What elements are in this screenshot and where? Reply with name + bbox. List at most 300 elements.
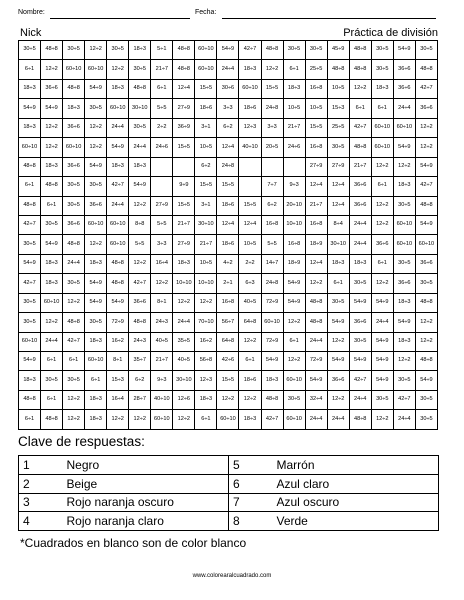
grid-cell: 12÷2 [85, 41, 107, 60]
grid-cell: 54÷9 [371, 293, 393, 312]
grid-cell: 36÷6 [85, 196, 107, 215]
grid-cell: 6÷1 [19, 410, 41, 430]
grid-cell: 54÷9 [393, 313, 415, 332]
grid-cell: 10÷5 [195, 138, 217, 157]
grid-cell: 21÷7 [151, 60, 173, 79]
grid-cell: 60÷10 [19, 138, 41, 157]
grid-cell: 60÷10 [393, 235, 415, 254]
grid-cell: 60÷10 [217, 410, 239, 430]
grid-cell: 24÷4 [371, 313, 393, 332]
grid-cell: 12÷2 [217, 390, 239, 409]
grid-cell: 6÷1 [85, 371, 107, 390]
grid-cell: 18÷3 [393, 293, 415, 312]
grid-cell: 48÷8 [173, 60, 195, 79]
grid-row [19, 196, 438, 215]
grid-cell: 7÷7 [261, 177, 283, 196]
key-number: 5 [233, 457, 240, 472]
grid-cell: 6÷1 [19, 177, 41, 196]
key-color: Rojo naranja claro [63, 512, 229, 531]
grid-cell: 60÷10 [239, 79, 261, 98]
grid-cell: 10÷10 [173, 274, 195, 293]
grid-cell: 30÷5 [19, 313, 41, 332]
grid-cell: 54÷9 [349, 352, 371, 371]
grid-cell: 36÷6 [393, 274, 415, 293]
grid-cell: 48÷8 [19, 390, 41, 409]
grid-cell: 8÷4 [327, 215, 349, 234]
grid-cell: 21÷7 [283, 118, 305, 137]
grid-cell: 54÷9 [283, 274, 305, 293]
grid-cell: 60÷10 [41, 293, 63, 312]
grid-cell: 54÷9 [349, 293, 371, 312]
grid-cell: 24÷4 [63, 254, 85, 273]
grid-cell: 12÷2 [261, 60, 283, 79]
grid-cell: 10÷5 [239, 235, 261, 254]
grid-cell: 5÷1 [151, 41, 173, 60]
grid-cell: 24÷4 [173, 313, 195, 332]
grid-cell: 12÷3 [239, 118, 261, 137]
grid-cell: 60÷10 [195, 41, 217, 60]
grid-cell: 10÷5 [195, 254, 217, 273]
grid-cell: 30÷5 [63, 41, 85, 60]
grid-cell: 12÷4 [239, 215, 261, 234]
grid-cell: 18÷3 [393, 177, 415, 196]
grid-cell: 12÷2 [371, 157, 393, 176]
grid-cell: 24÷4 [41, 332, 63, 351]
grid-cell: 5÷5 [151, 99, 173, 118]
grid-cell: 30÷5 [415, 410, 437, 430]
grid-cell: 48÷8 [129, 79, 151, 98]
name-date-line [18, 7, 438, 19]
grid-cell [239, 157, 261, 176]
grid-cell: 12÷2 [371, 215, 393, 234]
grid-cell: 70÷10 [195, 313, 217, 332]
grid-cell: 8÷1 [107, 352, 129, 371]
grid-cell: 15÷5 [173, 138, 195, 157]
grid-cell: 18÷3 [173, 254, 195, 273]
grid-cell: 15÷5 [239, 196, 261, 215]
grid-cell: 16÷2 [107, 332, 129, 351]
grid-cell: 12÷2 [239, 390, 261, 409]
key-color: Negro [63, 456, 229, 475]
grid-cell: 54÷9 [327, 313, 349, 332]
grid-cell: 12÷3 [195, 371, 217, 390]
grid-cell: 54÷9 [261, 352, 283, 371]
grid-cell: 8÷1 [151, 293, 173, 312]
grid-cell: 36÷6 [63, 157, 85, 176]
grid-cell: 30÷10 [173, 371, 195, 390]
grid-cell: 48÷8 [415, 352, 437, 371]
grid-row [19, 41, 438, 60]
grid-cell: 42÷7 [415, 79, 437, 98]
grid-cell: 16÷4 [107, 390, 129, 409]
grid-cell [151, 177, 173, 196]
grid-cell: 18÷3 [129, 41, 151, 60]
grid-cell: 18÷3 [283, 79, 305, 98]
answer-key-table [18, 455, 439, 531]
grid-cell: 24÷4 [327, 410, 349, 430]
grid-cell: 6÷1 [349, 99, 371, 118]
grid-cell: 6÷3 [239, 274, 261, 293]
grid-cell: 24÷8 [261, 99, 283, 118]
grid-cell: 54÷9 [85, 274, 107, 293]
grid-cell: 54÷9 [393, 41, 415, 60]
grid-cell: 27÷9 [173, 235, 195, 254]
grid-cell: 18÷3 [327, 254, 349, 273]
grid-cell: 30÷5 [129, 118, 151, 137]
grid-cell: 48÷8 [349, 60, 371, 79]
grid-row [19, 371, 438, 390]
grid-cell: 36÷6 [349, 177, 371, 196]
grid-cell: 30÷5 [393, 254, 415, 273]
grid-cell: 30÷5 [371, 390, 393, 409]
website-footer: www.colorearalcuadrado.com [192, 573, 272, 579]
grid-row [19, 99, 438, 118]
grid-cell: 12÷2 [305, 274, 327, 293]
grid-cell: 36÷6 [129, 293, 151, 312]
grid-cell: 20÷10 [283, 196, 305, 215]
date-label: Fecha: [195, 9, 217, 16]
grid-cell: 45÷9 [327, 41, 349, 60]
grid-cell: 36÷9 [173, 118, 195, 137]
grid-cell: 60÷10 [85, 215, 107, 234]
grid-row [19, 157, 438, 176]
grid-cell: 60÷10 [371, 118, 393, 137]
grid-cell: 14÷7 [261, 254, 283, 273]
grid-cell: 35÷5 [173, 332, 195, 351]
grid-cell: 30÷5 [63, 371, 85, 390]
grid-cell: 12÷4 [217, 215, 239, 234]
grid-cell: 48÷8 [41, 177, 63, 196]
key-number: 6 [229, 474, 273, 493]
grid-cell: 24÷4 [349, 390, 371, 409]
grid-cell: 12÷2 [283, 313, 305, 332]
worksheet-title: Práctica de división [343, 27, 438, 39]
grid-cell: 36÷6 [63, 118, 85, 137]
grid-cell: 54÷9 [393, 138, 415, 157]
grid-cell: 48÷8 [41, 410, 63, 430]
grid-cell: 12÷2 [239, 332, 261, 351]
grid-cell: 15÷5 [195, 177, 217, 196]
grid-row [19, 215, 438, 234]
grid-cell: 40÷5 [151, 332, 173, 351]
grid-cell: 48÷8 [261, 390, 283, 409]
grid-cell: 30÷5 [19, 41, 41, 60]
grid-cell: 72÷9 [107, 313, 129, 332]
grid-row [19, 254, 438, 273]
grid-cell: 48÷8 [173, 41, 195, 60]
grid-cell: 9÷3 [283, 177, 305, 196]
grid-cell [283, 157, 305, 176]
grid-cell: 42÷7 [393, 390, 415, 409]
grid-cell: 15÷5 [217, 177, 239, 196]
grid-cell: 42÷6 [217, 352, 239, 371]
grid-cell: 64÷8 [217, 332, 239, 351]
grid-cell: 60÷10 [371, 138, 393, 157]
grid-cell: 18÷3 [107, 157, 129, 176]
grid-cell: 2÷1 [217, 274, 239, 293]
grid-cell: 2÷2 [151, 118, 173, 137]
grid-cell: 42÷7 [349, 371, 371, 390]
grid-cell: 60÷10 [393, 215, 415, 234]
grid-cell: 21÷7 [173, 215, 195, 234]
grid-cell: 60÷10 [19, 332, 41, 351]
grid-cell: 30÷5 [283, 41, 305, 60]
grid-cell: 54÷9 [371, 371, 393, 390]
grid-cell: 12÷4 [305, 254, 327, 273]
grid-cell: 30÷5 [63, 196, 85, 215]
grid-cell: 48÷8 [349, 410, 371, 430]
grid-cell: 12÷2 [415, 138, 437, 157]
grid-cell: 42÷7 [63, 332, 85, 351]
grid-cell: 48÷8 [415, 196, 437, 215]
grid-cell: 42÷7 [107, 177, 129, 196]
grid-cell: 16÷4 [151, 254, 173, 273]
grid-cell: 27÷9 [151, 196, 173, 215]
grid-cell: 30÷5 [85, 99, 107, 118]
grid-cell: 18÷3 [371, 79, 393, 98]
grid-cell: 60÷10 [393, 118, 415, 137]
grid-cell: 42÷7 [415, 177, 437, 196]
grid-cell: 54÷9 [371, 332, 393, 351]
grid-cell: 24÷8 [261, 274, 283, 293]
grid-cell: 18÷3 [85, 390, 107, 409]
grid-cell: 18÷3 [63, 99, 85, 118]
grid-cell: 18÷3 [349, 254, 371, 273]
grid-cell: 12÷2 [129, 196, 151, 215]
grid-cell: 12÷2 [151, 274, 173, 293]
grid-cell [151, 157, 173, 176]
grid-cell: 30÷5 [415, 274, 437, 293]
grid-cell: 16÷8 [217, 293, 239, 312]
grid-cell: 12÷2 [415, 332, 437, 351]
grid-cell [173, 157, 195, 176]
grid-cell: 12÷2 [41, 60, 63, 79]
grid-cell: 48÷8 [41, 41, 63, 60]
grid-cell: 9÷9 [173, 177, 195, 196]
grid-cell: 24÷4 [349, 215, 371, 234]
name-label: Nombre: [18, 9, 45, 16]
grid-cell: 42÷7 [239, 41, 261, 60]
grid-row [19, 352, 438, 371]
grid-cell: 24÷4 [217, 60, 239, 79]
grid-cell: 6÷1 [41, 196, 63, 215]
grid-cell: 25÷5 [327, 118, 349, 137]
grid-cell: 48÷8 [63, 235, 85, 254]
student-name: Nick [20, 27, 42, 39]
grid-cell: 18÷9 [305, 235, 327, 254]
grid-cell: 3÷1 [195, 196, 217, 215]
key-color: Verde [273, 512, 439, 531]
grid-cell: 12÷2 [63, 390, 85, 409]
grid-cell: 54÷9 [415, 371, 437, 390]
grid-cell: 30÷5 [371, 60, 393, 79]
grid-cell: 12÷2 [85, 118, 107, 137]
grid-cell: 30÷6 [217, 79, 239, 98]
grid-cell: 27÷9 [327, 157, 349, 176]
grid-cell: 60÷10 [107, 99, 129, 118]
grid-cell: 30÷10 [195, 215, 217, 234]
grid-cell: 30÷10 [327, 235, 349, 254]
grid-cell: 12÷2 [129, 410, 151, 430]
grid-cell: 54÷9 [415, 157, 437, 176]
grid-cell: 10÷10 [283, 215, 305, 234]
grid-cell: 30÷5 [63, 274, 85, 293]
key-row [19, 512, 439, 531]
grid-cell: 54÷9 [129, 177, 151, 196]
grid-cell: 48÷8 [305, 313, 327, 332]
grid-cell: 48÷8 [415, 60, 437, 79]
grid-cell: 12÷4 [327, 177, 349, 196]
grid-cell: 6÷2 [129, 371, 151, 390]
key-number: 8 [229, 512, 273, 531]
grid-cell: 24÷6 [151, 138, 173, 157]
grid-cell: 42÷7 [261, 410, 283, 430]
grid-cell: 48÷8 [349, 138, 371, 157]
grid-cell: 30÷5 [41, 371, 63, 390]
grid-cell: 12÷2 [85, 235, 107, 254]
grid-cell: 54÷9 [85, 293, 107, 312]
grid-cell: 18÷3 [85, 332, 107, 351]
grid-row [19, 60, 438, 79]
grid-cell: 18÷3 [41, 274, 63, 293]
grid-cell: 54÷9 [85, 79, 107, 98]
grid-cell: 30÷5 [19, 293, 41, 312]
grid-cell: 18÷3 [239, 60, 261, 79]
grid-cell: 54÷9 [41, 235, 63, 254]
grid-cell: 30÷5 [415, 41, 437, 60]
grid-cell: 24÷8 [217, 157, 239, 176]
grid-cell: 6÷1 [371, 99, 393, 118]
grid-cell: 21÷7 [195, 235, 217, 254]
grid-cell: 12÷2 [393, 352, 415, 371]
grid-cell: 15÷5 [261, 79, 283, 98]
grid-cell: 6÷1 [151, 79, 173, 98]
grid-cell: 18÷6 [217, 196, 239, 215]
grid-row [19, 138, 438, 157]
grid-cell: 36÷6 [415, 254, 437, 273]
name-underline [50, 18, 190, 19]
grid-cell: 48÷8 [63, 313, 85, 332]
grid-cell: 18÷3 [85, 410, 107, 430]
grid-cell: 12÷4 [217, 138, 239, 157]
grid-cell: 4÷2 [217, 254, 239, 273]
grid-cell: 60÷10 [151, 410, 173, 430]
grid-cell: 60÷10 [63, 60, 85, 79]
blank-squares-note: *Cuadrados en blanco son de color blanco [20, 536, 247, 550]
answer-key-title: Clave de respuestas: [18, 434, 145, 449]
grid-cell: 15÷3 [327, 99, 349, 118]
grid-cell: 48÷8 [63, 79, 85, 98]
key-color: Rojo naranja oscuro [63, 493, 229, 512]
grid-cell: 54÷9 [19, 254, 41, 273]
grid-cell: 12÷4 [327, 196, 349, 215]
grid-cell: 24÷6 [283, 138, 305, 157]
grid-cell: 54÷9 [19, 352, 41, 371]
grid-cell: 30÷5 [129, 60, 151, 79]
grid-cell: 24÷4 [305, 332, 327, 351]
grid-cell: 6÷1 [371, 254, 393, 273]
grid-cell: 18÷3 [107, 79, 129, 98]
grid-cell: 48÷8 [327, 60, 349, 79]
grid-cell: 12÷2 [371, 274, 393, 293]
grid-row [19, 293, 438, 312]
grid-cell: 48÷8 [107, 274, 129, 293]
grid-cell: 54÷9 [41, 99, 63, 118]
grid-cell: 30÷5 [63, 177, 85, 196]
grid-cell: 18÷3 [41, 254, 63, 273]
grid-cell: 24÷3 [129, 332, 151, 351]
grid-cell: 16÷8 [305, 79, 327, 98]
grid-cell: 60÷10 [283, 410, 305, 430]
grid-cell: 3÷3 [261, 118, 283, 137]
grid-cell: 15÷3 [107, 371, 129, 390]
grid-cell: 18÷3 [261, 371, 283, 390]
key-number: 7 [229, 493, 273, 512]
grid-cell: 6÷1 [41, 352, 63, 371]
grid-cell: 24÷3 [151, 313, 173, 332]
grid-cell: 36÷6 [349, 313, 371, 332]
grid-cell: 48÷8 [107, 254, 129, 273]
grid-cell: 30÷5 [327, 138, 349, 157]
grid-cell: 12÷2 [415, 118, 437, 137]
grid-cell: 6÷1 [195, 410, 217, 430]
grid-cell: 21÷7 [305, 196, 327, 215]
grid-cell: 30÷5 [415, 390, 437, 409]
grid-cell: 36÷6 [393, 79, 415, 98]
grid-cell: 12÷2 [393, 157, 415, 176]
grid-row [19, 410, 438, 430]
grid-cell: 48÷8 [415, 293, 437, 312]
grid-cell: 12÷2 [85, 138, 107, 157]
grid-cell: 24÷4 [393, 410, 415, 430]
grid-cell: 24÷4 [305, 410, 327, 430]
grid-cell: 56÷7 [217, 313, 239, 332]
grid-cell: 54÷9 [217, 41, 239, 60]
grid-cell: 16÷8 [305, 215, 327, 234]
grid-cell: 24÷4 [107, 118, 129, 137]
grid-cell: 30÷5 [41, 215, 63, 234]
grid-cell: 18÷3 [85, 254, 107, 273]
grid-cell: 15÷5 [305, 118, 327, 137]
grid-cell: 12÷4 [305, 177, 327, 196]
grid-cell: 3÷3 [151, 235, 173, 254]
grid-cell: 36÷6 [349, 196, 371, 215]
grid-cell: 24÷4 [129, 138, 151, 157]
key-row [19, 456, 439, 475]
grid-cell: 12÷2 [371, 410, 393, 430]
grid-cell: 16÷2 [195, 332, 217, 351]
grid-cell: 9÷3 [151, 371, 173, 390]
grid-row [19, 274, 438, 293]
grid-cell: 18÷6 [239, 99, 261, 118]
grid-cell: 6÷1 [239, 352, 261, 371]
grid-cell: 30÷5 [349, 332, 371, 351]
grid-cell: 18÷6 [239, 371, 261, 390]
grid-cell: 12÷2 [327, 332, 349, 351]
grid-cell: 18÷9 [283, 254, 305, 273]
grid-cell: 6÷1 [283, 60, 305, 79]
grid-cell: 36÷6 [327, 371, 349, 390]
grid-cell: 18÷3 [239, 410, 261, 430]
grid-cell: 42÷7 [19, 215, 41, 234]
grid-cell [239, 177, 261, 196]
grid-cell: 12÷2 [327, 390, 349, 409]
grid-row [19, 332, 438, 351]
grid-cell: 72÷9 [261, 293, 283, 312]
grid-row [19, 390, 438, 409]
grid-cell: 64÷8 [239, 313, 261, 332]
grid-cell: 60÷10 [415, 235, 437, 254]
